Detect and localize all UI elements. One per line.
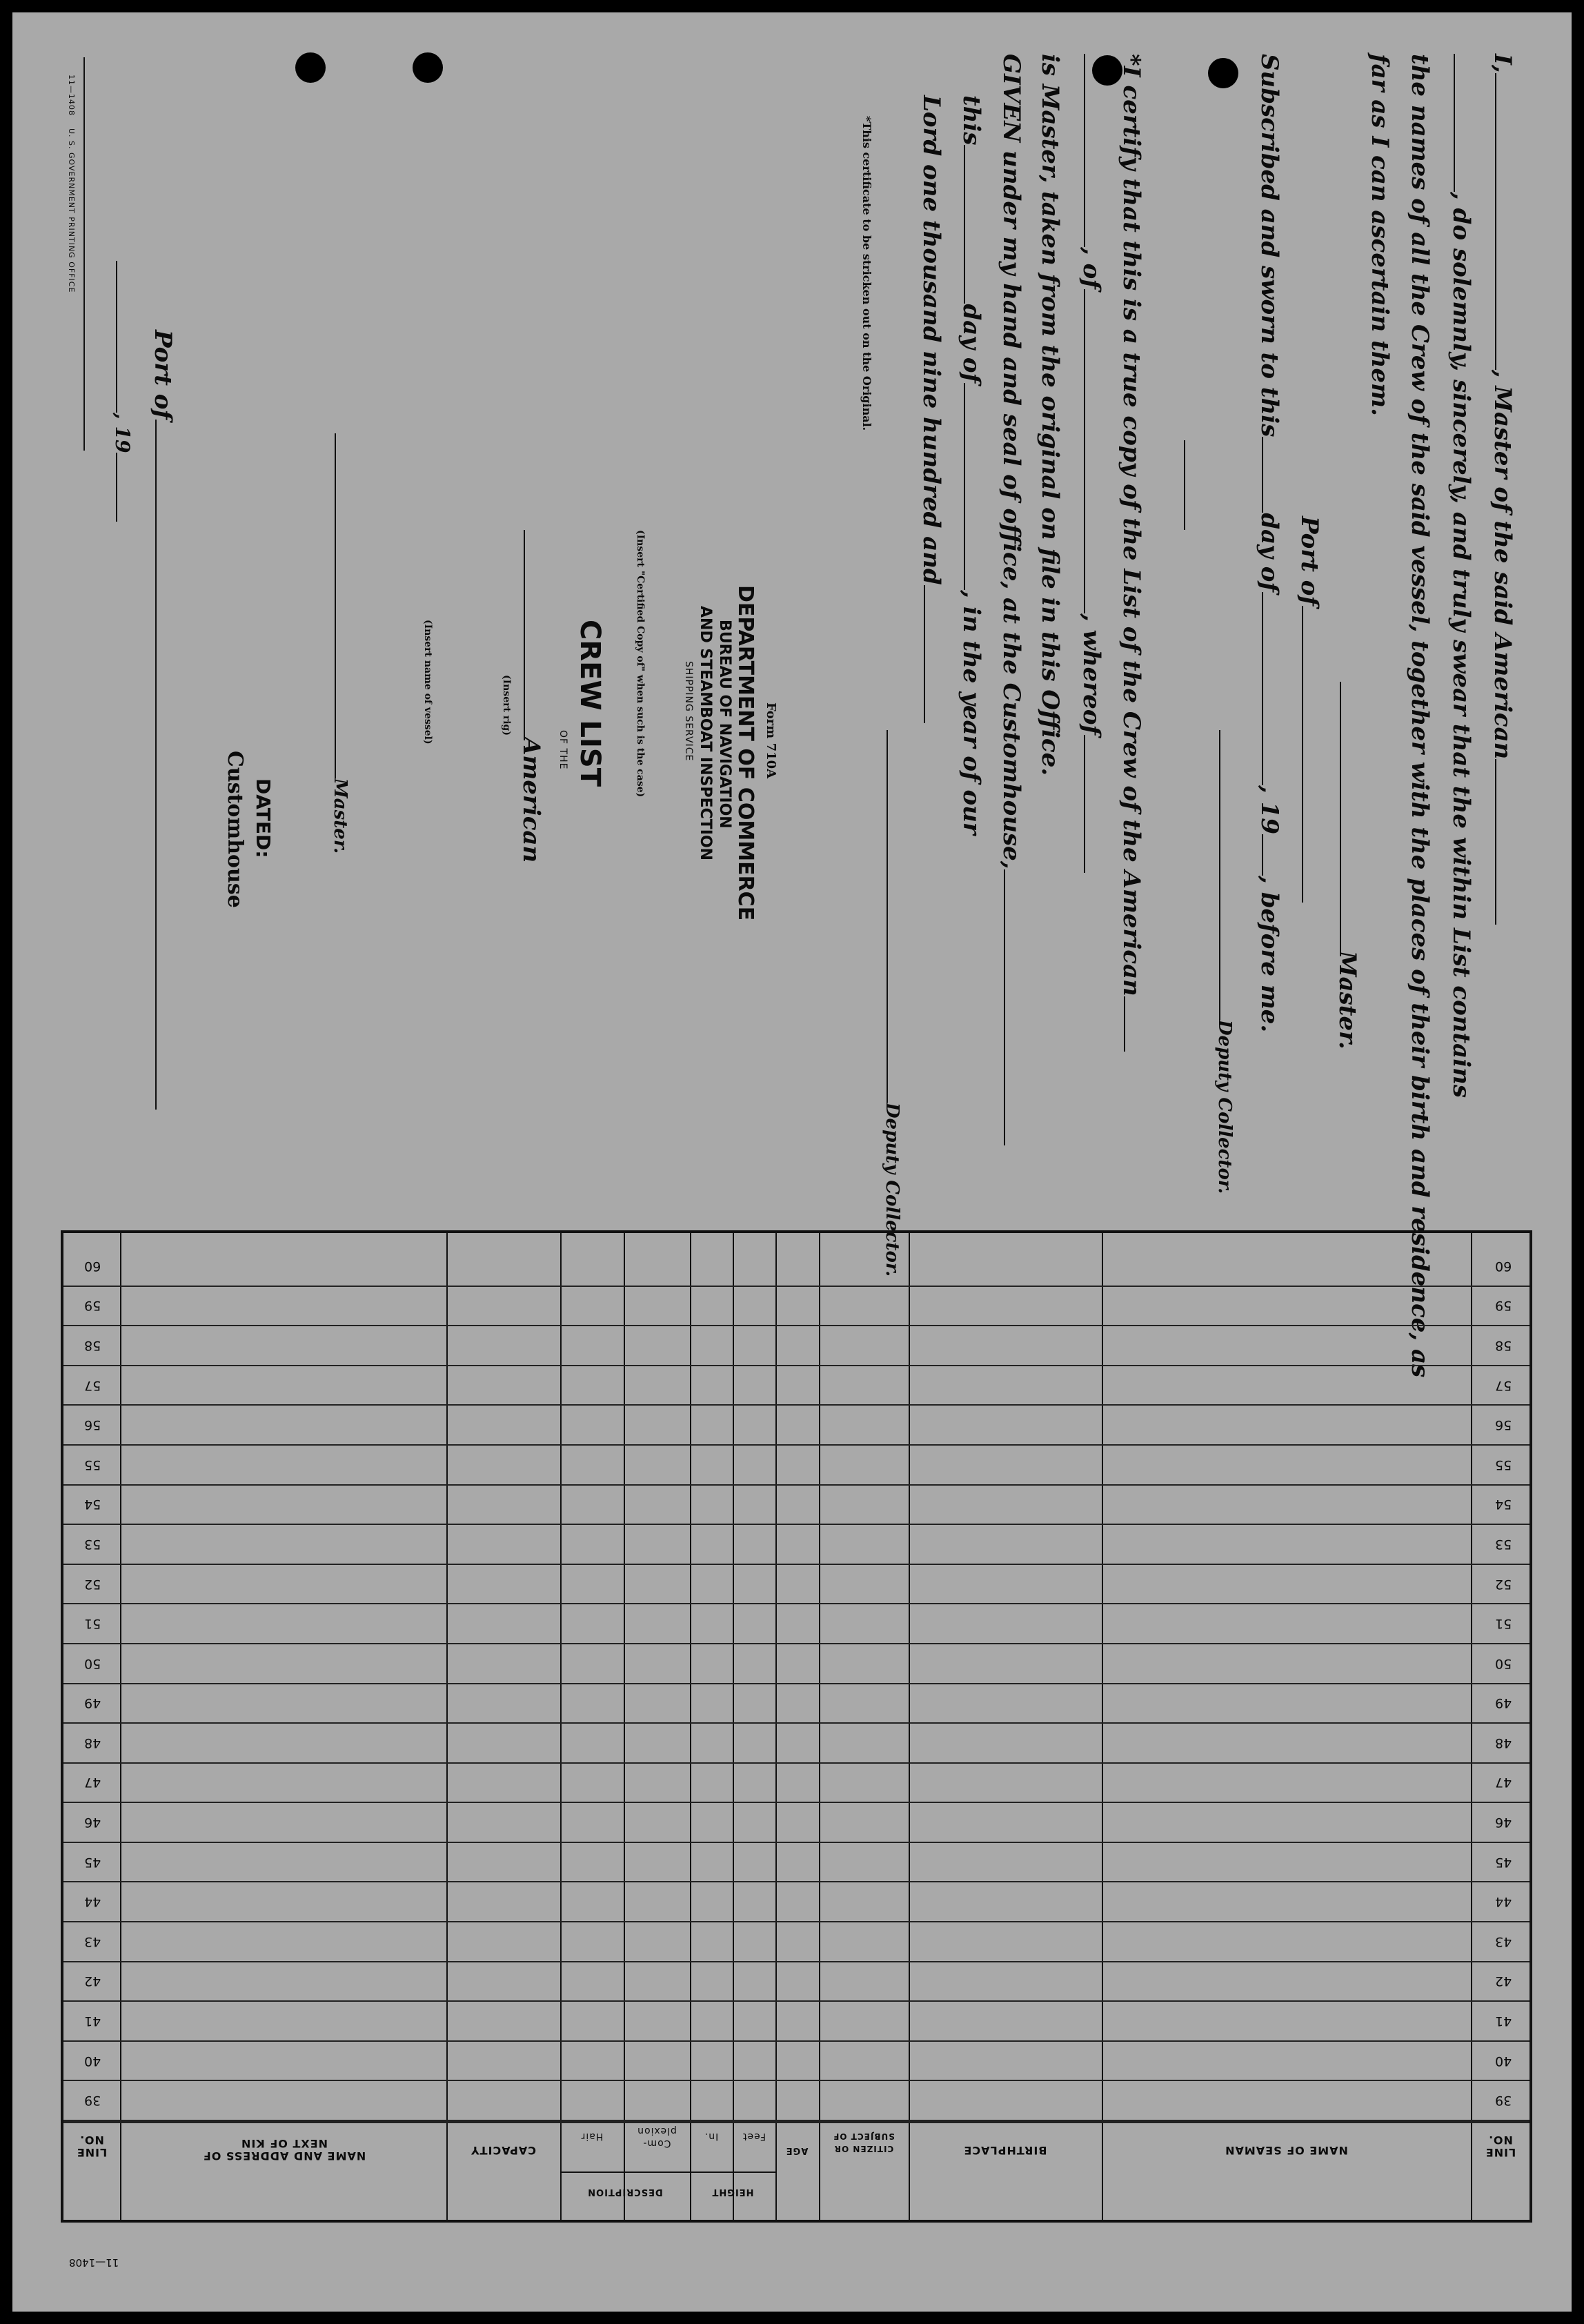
row-number-right: 46	[1495, 1815, 1512, 1831]
header-separator	[63, 2121, 1529, 2123]
row-number-right: 45	[1495, 1854, 1512, 1870]
cover-rule-vertical	[83, 57, 85, 451]
header-next-of-kin: NAME AND ADDRESS OF NEXT OF KIN	[202, 2137, 366, 2163]
row-number-left: 45	[84, 1854, 101, 1870]
row-number-right: 43	[1495, 1933, 1512, 1949]
row-number-right: 39	[1495, 2093, 1512, 2109]
row-number-left: 54	[84, 1497, 101, 1513]
col-divider	[819, 1233, 820, 2220]
table-row	[63, 1762, 1529, 1764]
row-number-left: 51	[84, 1616, 101, 1632]
row-number-right: 59	[1495, 1298, 1512, 1314]
row-number-left: 44	[84, 1894, 101, 1910]
table-row	[63, 1325, 1529, 1326]
description-split	[560, 2172, 690, 2173]
oath-line-1: I,, Master of the said American	[1489, 54, 1516, 925]
department-title: DEPARTMENT OF COMMERCE	[733, 585, 758, 921]
row-number-right: 51	[1495, 1616, 1512, 1632]
row-number-left: 48	[84, 1735, 101, 1751]
oath-subscribed: Subscribed and sworn to thisday of, 19, before me.	[1256, 54, 1283, 1033]
table-row	[63, 1683, 1529, 1684]
row-number-left: 41	[84, 2013, 101, 2029]
header-height: HEIGHT	[711, 2187, 754, 2197]
cover-port-of: Port of	[149, 330, 177, 1110]
footer-form-code: 11—1408	[69, 2256, 119, 2269]
table-row	[63, 1524, 1529, 1525]
table-row	[63, 1286, 1529, 1287]
table-row	[63, 1603, 1529, 1604]
col-divider	[909, 1233, 910, 2220]
row-number-left: 53	[84, 1536, 101, 1552]
header-feet: Feet	[742, 2131, 766, 2142]
row-number-left: 58	[84, 1337, 101, 1353]
table-row	[63, 1404, 1529, 1406]
col-divider	[733, 1233, 734, 2220]
header-capacity: CAPACITY	[471, 2144, 536, 2157]
oath-line-2: , do solemnly, sincerely, and truly swear that the within List contains	[1447, 54, 1475, 1098]
row-number-left: 60	[84, 1258, 101, 1274]
header-citizen: CITIZEN OR SUBJECT OF	[833, 2131, 895, 2154]
cover-date: , 19	[111, 261, 134, 522]
col-divider	[1102, 1233, 1103, 2220]
row-number-right: 53	[1495, 1536, 1512, 1552]
table-row	[63, 1842, 1529, 1843]
cert-footnote: *This certificate to be stricken out on the Original.	[860, 116, 873, 431]
of-the: OF THE	[557, 730, 568, 770]
row-number-right: 50	[1495, 1655, 1512, 1671]
insert-vessel-note: (Insert name of vessel)	[422, 620, 433, 745]
table-row	[63, 1365, 1529, 1366]
cert-line-1: *I certify that this is a true copy of the List of the Crew of the American	[1118, 54, 1145, 1052]
col-divider	[120, 1233, 121, 2220]
header-line-no-right: LINE NO.	[1485, 2134, 1516, 2159]
header-line-no-left: LINE NO.	[76, 2134, 108, 2159]
header-birthplace: BIRTHPLACE	[963, 2144, 1047, 2157]
table-row	[63, 2040, 1529, 2042]
table-row	[63, 2080, 1529, 2081]
cert-line-3: is Master, taken from the original on file in this Office.	[1036, 54, 1064, 776]
table-row	[63, 2000, 1529, 2002]
row-number-left: 47	[84, 1775, 101, 1791]
row-number-right: 42	[1495, 1973, 1512, 1989]
row-number-left: 55	[84, 1457, 101, 1473]
table-row	[63, 1444, 1529, 1446]
seal-mark	[1184, 440, 1185, 530]
cert-line-5: thisday of, in the year of our	[958, 95, 985, 835]
header-description: DESCRIPTION	[587, 2187, 663, 2197]
oath-deputy-collector: Deputy Collector.	[1213, 730, 1240, 1194]
table-row	[63, 1484, 1529, 1486]
row-number-right: 40	[1495, 2053, 1512, 2069]
cover-master: Master.	[328, 433, 356, 854]
header-complexion: Com- plexion	[637, 2125, 677, 2149]
insert-rig-note: (Insert rig)	[501, 675, 512, 736]
table-row	[63, 1802, 1529, 1803]
table-row	[63, 1921, 1529, 1922]
header-name-of-seaman: NAME OF SEAMAN	[1225, 2144, 1348, 2157]
american-rig: American	[517, 530, 545, 863]
oath-master-signature: Master.	[1334, 682, 1361, 1050]
row-number-left: 56	[84, 1417, 101, 1433]
crew-table	[61, 1230, 1532, 2223]
printing-office: 11—1408 U. S. GOVERNMENT PRINTING OFFICE	[67, 75, 76, 293]
row-number-right: 58	[1495, 1337, 1512, 1353]
bureau-line-2: AND STEAMBOAT INSPECTION	[697, 606, 714, 861]
row-number-right: 56	[1495, 1417, 1512, 1433]
row-number-left: 43	[84, 1933, 101, 1949]
table-row	[63, 1643, 1529, 1644]
row-number-left: 49	[84, 1695, 101, 1711]
cert-line-4: GIVEN under my hand and seal of office, at the Customhouse,	[998, 54, 1025, 1145]
row-number-right: 44	[1495, 1894, 1512, 1910]
row-number-left: 52	[84, 1576, 101, 1592]
col-divider	[560, 1233, 562, 2220]
customhouse-label: Customhouse	[223, 751, 247, 908]
header-age: AGE	[785, 2145, 809, 2156]
oath-line-4: far as I can ascertain them.	[1366, 54, 1394, 416]
row-number-left: 50	[84, 1655, 101, 1671]
row-number-right: 47	[1495, 1775, 1512, 1791]
table-row	[63, 1961, 1529, 1962]
row-number-right: 52	[1495, 1576, 1512, 1592]
table-row	[63, 1722, 1529, 1724]
cert-line-2: , of, whereof	[1078, 54, 1105, 873]
row-number-left: 42	[84, 1973, 101, 1989]
col-divider	[1471, 1233, 1472, 2220]
row-number-left: 39	[84, 2093, 101, 2109]
oath-line-3: the names of all the Crew of the said vessel, together with the places of their birth and residence, as	[1406, 54, 1434, 1378]
row-number-right: 41	[1495, 2013, 1512, 2029]
oath-port-of: Port of	[1296, 516, 1323, 903]
shipping-service: SHIPPING SERVICE	[683, 661, 694, 762]
bureau-line-1: BUREAU OF NAVIGATION	[716, 620, 733, 829]
row-number-right: 57	[1495, 1377, 1512, 1393]
row-number-left: 59	[84, 1298, 101, 1314]
form-sheet	[12, 12, 1572, 2312]
certified-copy-note: (Insert "Certified Copy of" when such is the case)	[635, 530, 646, 798]
row-number-left: 57	[84, 1377, 101, 1393]
col-divider	[775, 1233, 777, 2220]
row-number-left: 40	[84, 2053, 101, 2069]
header-hair: Hair	[580, 2131, 604, 2142]
row-number-right: 60	[1495, 1258, 1512, 1274]
row-number-right: 49	[1495, 1695, 1512, 1711]
table-row	[63, 1881, 1529, 1882]
cert-deputy-collector: Deputy Collector.	[880, 730, 908, 1277]
crew-list-title: CREW LIST	[574, 620, 606, 787]
form-number: Form 710A	[764, 702, 778, 779]
row-number-right: 54	[1495, 1497, 1512, 1513]
header-inches: In.	[704, 2131, 719, 2142]
col-divider	[446, 1233, 448, 2220]
row-number-right: 55	[1495, 1457, 1512, 1473]
dated-label: DATED:	[252, 778, 275, 858]
col-divider	[624, 1233, 625, 2220]
height-split	[690, 2172, 775, 2173]
row-number-left: 46	[84, 1815, 101, 1831]
cert-line-6: Lord one thousand nine hundred and	[918, 95, 945, 723]
row-number-right: 48	[1495, 1735, 1512, 1751]
table-row	[63, 1564, 1529, 1565]
col-divider	[690, 1233, 691, 2220]
